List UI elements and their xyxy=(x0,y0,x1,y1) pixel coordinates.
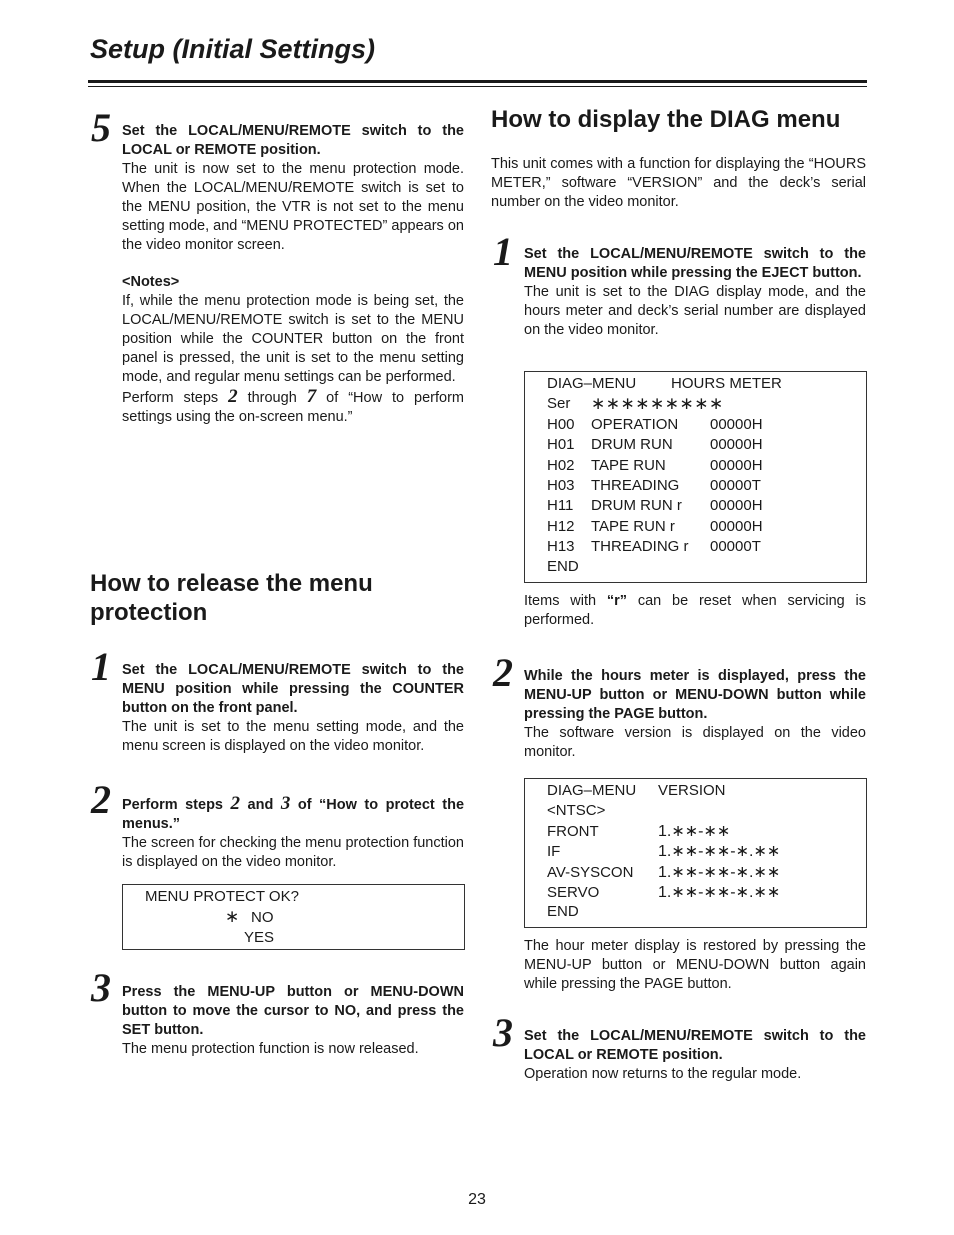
release-step-3 xyxy=(122,983,464,1059)
hours-row-name: TAPE RUN r xyxy=(591,517,675,535)
diag-step-3 xyxy=(524,1027,866,1084)
header-rule xyxy=(88,80,867,83)
release-heading: How to release the menu protection xyxy=(90,570,373,626)
step-description: The software version is displayed on the video monitor. xyxy=(524,725,866,760)
step-number: 3 xyxy=(91,965,111,1010)
version-title-b: VERSION xyxy=(658,782,726,799)
step-instruction: Set the LOCAL/MENU/REMOTE switch to the LOCAL or REMOTE position. xyxy=(122,123,464,158)
notes-text: If, while the menu protection mode is being set, the LOCAL/MENU/REMOTE switch is set to the MENU position while the COUNTER button on the front panel is pressed, the unit is set to the menu setting mode, and regular menu settings can be performed. xyxy=(122,293,464,385)
step-instruction: Set the LOCAL/MENU/REMOTE switch to the MENU position while pressing the COUNTER button on the front panel. xyxy=(122,662,464,716)
diag-step-2 xyxy=(524,667,866,762)
diag-step-1 xyxy=(524,245,866,340)
step-description: The screen for checking the menu protection function is displayed on the video monitor. xyxy=(122,835,464,870)
version-screen xyxy=(524,778,867,928)
hours-row-code: H11 xyxy=(547,497,574,515)
hours-row-value: 00000T xyxy=(710,476,761,494)
step-description: The unit is set to the DIAG display mode, and the hours meter and deck’s serial number are displayed on the video monitor. xyxy=(524,284,866,338)
version-row-value: 1.∗∗-∗∗ xyxy=(658,823,731,840)
ser-value: ∗∗∗∗∗∗∗∗∗ xyxy=(591,394,724,413)
step-instruction: While the hours meter is displayed, press the MENU-UP button or MENU-DOWN button while pressing the PAGE button. xyxy=(524,668,866,722)
version-row-value: 1.∗∗-∗∗-∗.∗∗ xyxy=(658,883,781,901)
hours-row-code: H03 xyxy=(547,476,575,494)
version-row-value: 1.∗∗-∗∗-∗.∗∗ xyxy=(658,863,781,881)
page-title: Setup (Initial Settings) xyxy=(90,34,376,64)
diag-heading: How to display the DIAG menu xyxy=(491,106,841,133)
version-row-name: FRONT xyxy=(547,823,599,840)
ntsc-label: <NTSC> xyxy=(547,802,606,819)
hours-meter-screen xyxy=(524,371,867,583)
step-number: 1 xyxy=(91,644,111,689)
step-instruction: Set the LOCAL/MENU/REMOTE switch to the MENU position while pressing the EJECT button. xyxy=(524,246,866,281)
hours-row-code: H13 xyxy=(547,537,575,555)
hours-row-code: H12 xyxy=(547,517,575,535)
hours-row-value: 00000H xyxy=(710,416,763,433)
step-number: 2 xyxy=(493,650,513,695)
hours-row-code: H00 xyxy=(547,416,575,433)
cursor-asterisk: ∗ xyxy=(225,907,240,926)
restore-note: The hour meter display is restored by pressing the MENU-UP button or MENU-DOWN button again while pressing the PAGE button. xyxy=(524,938,866,992)
release-step-2 xyxy=(122,794,464,872)
step-description: The unit is set to the menu setting mode, and the menu screen is displayed on the video monitor. xyxy=(122,719,464,754)
step-instruction: Press the MENU-UP button or MENU-DOWN button to move the cursor to NO, and press the SET button. xyxy=(122,984,464,1038)
version-end: END xyxy=(547,903,579,920)
step-description: Operation now returns to the regular mode. xyxy=(524,1066,802,1082)
version-title-a: DIAG–MENU xyxy=(547,782,637,799)
hours-row-code: H01 xyxy=(547,436,575,454)
version-row-name: SERVO xyxy=(547,883,600,901)
step-description: The unit is now set to the menu protection mode. When the LOCAL/MENU/REMOTE switch is set to the MENU position, the VTR is not set to the menu setting mode, and “MENU PROTECTED” appears on the video monitor screen. xyxy=(122,161,464,253)
hours-row-value: 00000H xyxy=(710,456,763,474)
hours-row-code: H02 xyxy=(547,456,575,474)
perform-steps-text: Perform steps 2 through 7 of “How to perform settings using the on-screen menu.” xyxy=(122,386,464,425)
ser-label: Ser xyxy=(547,395,571,412)
hours-row-name: DRUM RUN xyxy=(591,436,673,454)
hours-end: END xyxy=(547,558,579,575)
hours-row-name: DRUM RUN r xyxy=(591,497,682,515)
release-step-1 xyxy=(122,661,464,756)
hours-row-value: 00000T xyxy=(710,537,761,555)
reset-note: Items with “r” can be reset when servicing is performed. xyxy=(524,593,867,628)
step-number: 2 xyxy=(91,777,111,822)
step-description: The menu protection function is now released. xyxy=(122,1041,419,1057)
diag-intro: This unit comes with a function for displaying the “HOURS METER,” software “VERSION” and the deck’s serial number on the video monitor. xyxy=(491,156,866,210)
version-row-name: AV-SYSCON xyxy=(547,863,634,881)
hours-row-name: THREADING xyxy=(591,476,680,494)
option-yes: YES xyxy=(244,929,275,946)
menu-protect-screen xyxy=(122,884,465,950)
option-no: NO xyxy=(251,909,274,926)
hours-row-value: 00000H xyxy=(710,497,763,515)
menu-protect-title: MENU PROTECT OK? xyxy=(145,888,299,905)
step-5 xyxy=(122,122,464,427)
hours-row-value: 00000H xyxy=(710,517,763,535)
step-instruction: Perform steps 2 and 3 of “How to protect the menus.” xyxy=(122,793,465,832)
version-row-value: 1.∗∗-∗∗-∗.∗∗ xyxy=(658,843,781,861)
step-instruction: Set the LOCAL/MENU/REMOTE switch to the LOCAL or REMOTE position. xyxy=(524,1028,866,1063)
hours-row-name: OPERATION xyxy=(591,416,679,433)
step-number: 5 xyxy=(91,105,111,150)
step-number: 1 xyxy=(493,229,513,274)
hours-row-name: THREADING r xyxy=(591,537,689,555)
header-rule-thin xyxy=(88,86,867,87)
version-row-name: IF xyxy=(547,843,561,861)
hours-row-name: TAPE RUN xyxy=(591,456,666,474)
hours-row-value: 00000H xyxy=(710,436,763,454)
hours-title-b: HOURS METER xyxy=(671,375,782,392)
page-number: 23 xyxy=(468,1191,486,1208)
notes-label: <Notes> xyxy=(122,274,180,290)
hours-title-a: DIAG–MENU xyxy=(547,375,637,392)
step-number: 3 xyxy=(493,1010,513,1055)
